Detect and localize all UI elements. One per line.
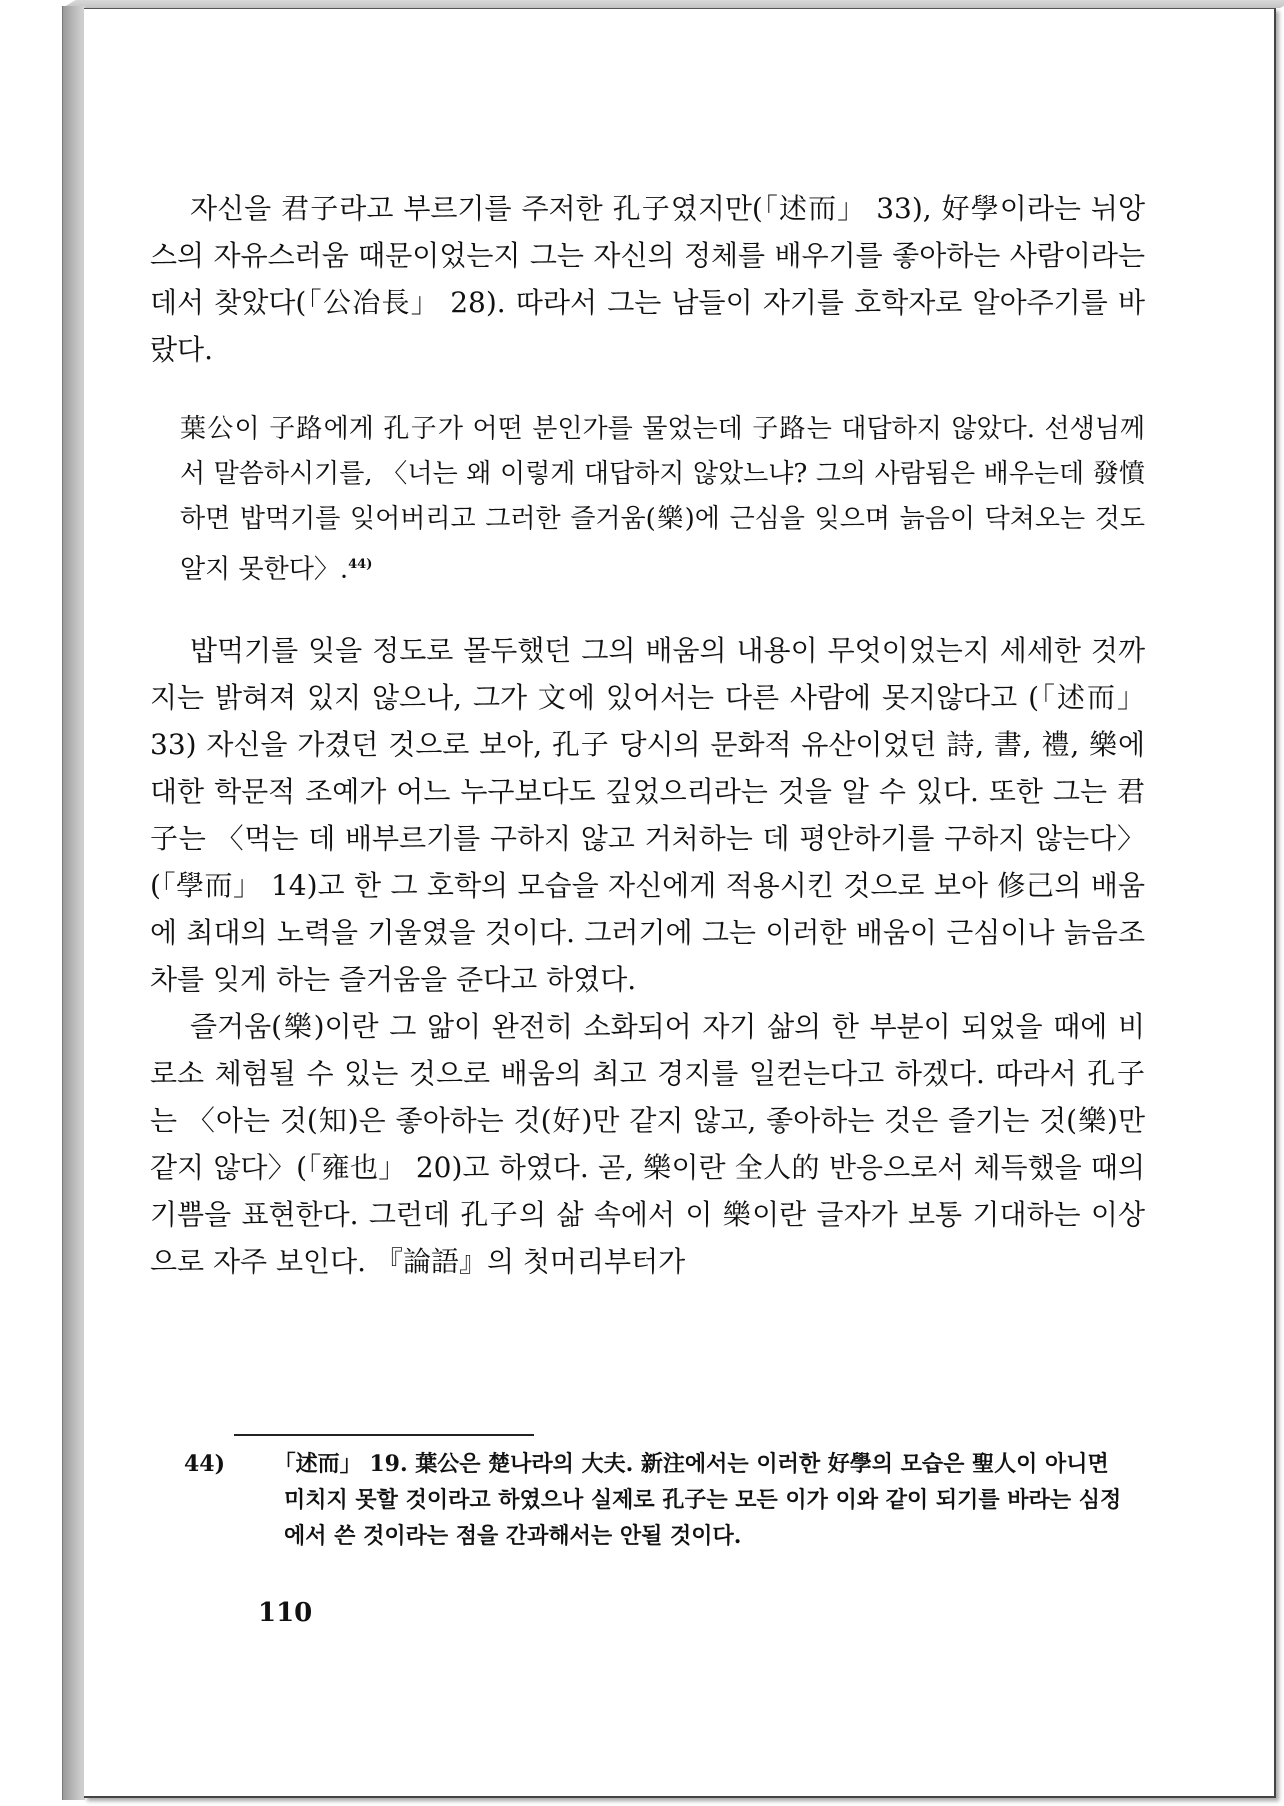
book-spine-edge [62, 6, 85, 1800]
book-top-edge [62, 0, 1284, 8]
body-paragraph-1: 자신을 君子라고 부르기를 주저한 孔子였지만(「述而」 33), 好學이라는 뉘앙스의 자유스러움 때문이었는지 그는 자신의 정체를 배우기를 좋아하는 사람이라는 데서 찾았다(「公冶長」 28). 따라서 그는 남들이 자기를 호학자로 알아주기를 바랐다. [150, 192, 1145, 366]
footnote-reference: 44) [348, 557, 373, 572]
footnote-line [184, 1446, 1134, 1554]
footnote-text: 「述而」 19. 葉公은 楚나라의 大夫. 新注에서는 이러한 好學의 모습은 聖人이 아니면 미치지 못할 것이라고 하였으나 실제로 孔子는 모든 이가 이와 같이 되기를 바라는 심정에서 쓴 것이라는 점을 간과해서는 안될 것이다. [273, 1451, 1122, 1549]
page-body [150, 185, 1145, 1285]
body-paragraph-3: 즐거움(樂)이란 그 앎이 완전히 소화되어 자기 삶의 한 부분이 되었을 때에 비로소 체험될 수 있는 것으로 배움의 최고 경지를 일컫는다고 하겠다. 따라서 孔子는 〈아는 것(知)은 좋아하는 것(好)만 같지 않고, 좋아하는 것은 즐기는 것(樂)만 같지 않다〉(「雍也」 20)고 하였다. 곧, 樂이란 全人的 반응으로서 체득했을 때의 기쁨을 표현한다. 그런데 孔子의 삶 속에서 이 樂이란 글자가 보통 기대하는 이상으로 자주 보인다. 『論語』의 첫머리부터가 [150, 1009, 1145, 1278]
block-quote-text: 葉公이 子路에게 孔子가 어떤 분인가를 물었는데 子路는 대답하지 않았다. 선생님께서 말씀하시기를, 〈너는 왜 이렇게 대답하지 않았느냐? 그의 사람됨은 배우는데 發憤하면 밥먹기를 잊어버리고 그러한 즐거움(樂)에 근심을 잊으며 늙음이 닥쳐오는 것도 알지 못한다〉. [180, 414, 1145, 585]
footnote-divider [234, 1434, 534, 1436]
footnote-number: 44) [184, 1451, 226, 1477]
body-paragraph-2: 밥먹기를 잊을 정도로 몰두했던 그의 배움의 내용이 무엇이었는지 세세한 것까지는 밝혀져 있지 않으나, 그가 文에 있어서는 다른 사람에 못지않다고 (「述而」 33) 자신을 가겼던 것으로 보아, 孔子 당시의 문화적 유산이었던 詩, 書, 禮, 樂에 대한 학문적 조예가 어느 누구보다도 깊었으리라는 것을 알 수 있다. 또한 그는 君子는 〈먹는 데 배부르기를 구하지 않고 거처하는 데 평안하기를 구하지 않는다〉(「學而」 14)고 한 그 호학의 모습을 자신에게 적용시킨 것으로 보아 修己의 배움에 최대의 노력을 기울였을 것이다. 그러기에 그는 이러한 배움이 근심이나 늙음조차를 잊게 하는 즐거움을 준다고 하였다. [150, 633, 1145, 996]
footnote [184, 1446, 1134, 1554]
block-quote [150, 407, 1145, 593]
page-number: 110 [258, 1598, 313, 1628]
